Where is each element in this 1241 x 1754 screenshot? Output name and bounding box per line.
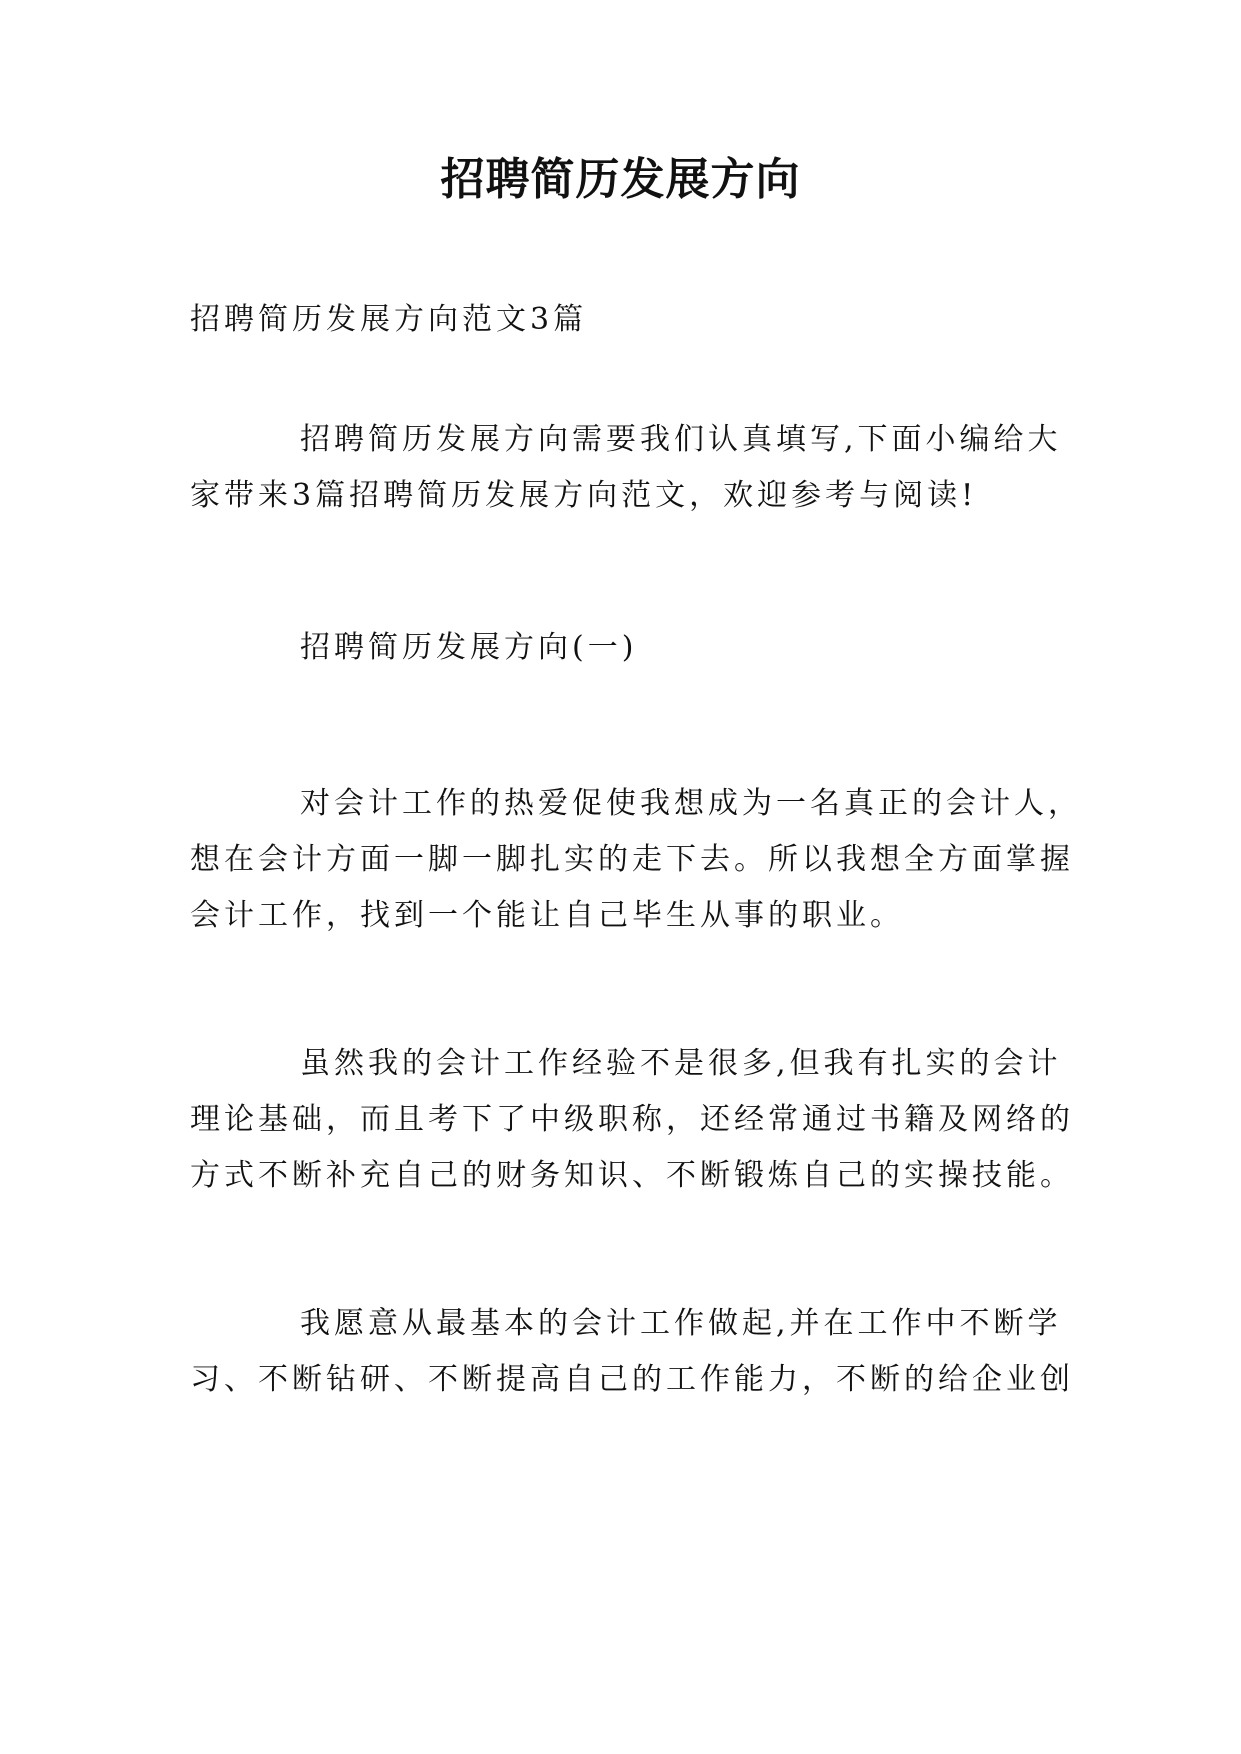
- paragraph-line: 招聘简历发展方向需要我们认真填写,下面小编给大: [300, 422, 1062, 457]
- body-paragraph-3: [190, 1296, 1074, 1408]
- intro-paragraph: [190, 412, 1062, 524]
- paragraph-line: 我愿意从最基本的会计工作做起,并在工作中不断学: [300, 1306, 1062, 1341]
- paragraph-line: 会计工作，找到一个能让自己毕生从事的职业。: [190, 898, 904, 933]
- paragraph-line: 习、不断钻研、不断提高自己的工作能力，不断的给企业创: [190, 1362, 1074, 1397]
- body-paragraph-2: [190, 1036, 1074, 1204]
- paragraph-line: 想在会计方面一脚一脚扎实的走下去。所以我想全方面掌握: [190, 842, 1074, 877]
- paragraph-line: 对会计工作的热爱促使我想成为一名真正的会计人，: [300, 786, 1082, 821]
- document-subtitle: [190, 292, 1062, 348]
- section-heading: [190, 620, 1062, 676]
- document-title: 招聘简历发展方向: [440, 154, 801, 205]
- body-paragraph-1: [190, 776, 1082, 944]
- paragraph-line: 虽然我的会计工作经验不是很多,但我有扎实的会计: [300, 1046, 1062, 1081]
- paragraph-line: 方式不断补充自己的财务知识、不断锻炼自己的实操技能。: [190, 1158, 1074, 1193]
- subtitle-text: 招聘简历发展方向范文3篇: [190, 302, 588, 337]
- section-heading-text: 招聘简历发展方向(一): [300, 630, 638, 665]
- paragraph-line: 家带来3篇招聘简历发展方向范文，欢迎参考与阅读!: [190, 478, 978, 513]
- paragraph-line: 理论基础，而且考下了中级职称，还经常通过书籍及网络的: [190, 1102, 1074, 1137]
